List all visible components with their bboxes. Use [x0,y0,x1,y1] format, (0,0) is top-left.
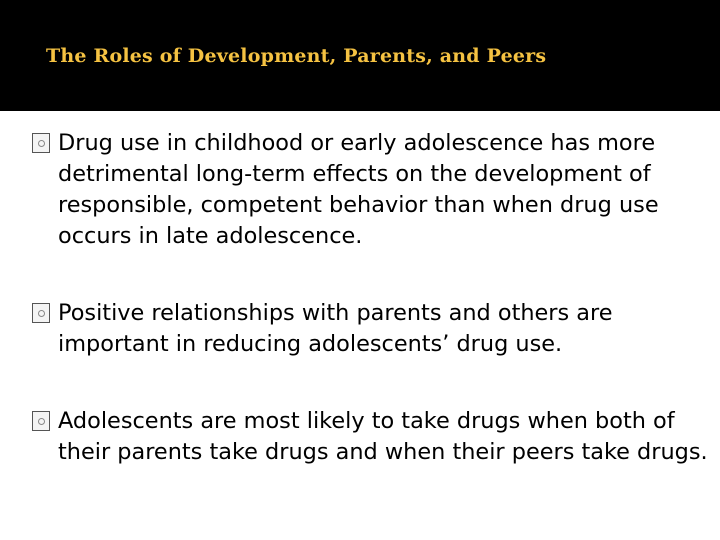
bullet-item [32,128,716,252]
missing-glyph-box-icon [32,411,50,431]
bullet-text: Drug use in childhood or early adolescence has more detrimental long-term effects on the development of responsible, competent behavior than when drug use occurs in late adolescence. [58,130,659,249]
bullet-text: Adolescents are most likely to take drugs when both of their parents take drugs and when their peers take drugs. [58,408,708,465]
bullet-item [32,298,716,360]
slide-title: The Roles of Development, Parents, and Peers [46,45,547,67]
title-bar [0,0,720,111]
bullet-item [32,406,716,468]
missing-glyph-box-icon [32,133,50,153]
missing-glyph-box-icon [32,303,50,323]
bullet-list [32,128,716,468]
bullet-text: Positive relationships with parents and others are important in reducing adolescents’ drug use. [58,300,613,357]
